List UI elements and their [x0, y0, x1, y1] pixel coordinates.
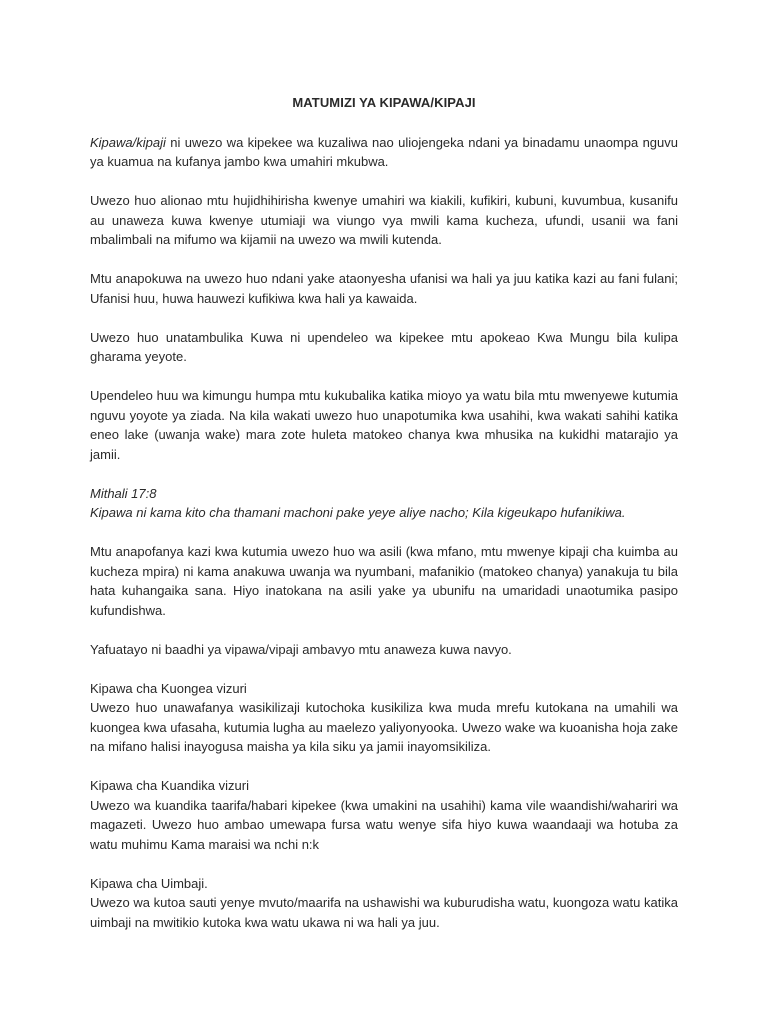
- section-speaking: [90, 679, 678, 757]
- section-heading: Kipawa cha Uimbaji.: [90, 875, 208, 891]
- section-body: Uwezo wa kuandika taarifa/habari kipekee (kwa umakini na usahihi) kama vile waandishi/wahariri wa magazeti. Uwezo huo ambao umewapa fursa watu wenye sifa hiyo kuwa waandaaji wa hotuba za watu muhimu Kama maraisi wa nchi n:k: [90, 797, 678, 852]
- paragraph-1: Uwezo huo alionao mtu hujidhihirisha kwenye umahiri wa kiakili, kufikiri, kubuni, kuvumbua, kusanifu au unaweza kuwa kwenye utumiaji wa viungo vya mwili kama kucheza, ufundi, usanii wa fani mbalimbali na mifumo wa kijamii na uwezo wa mwili kutenda.: [90, 193, 678, 247]
- intro-term: Kipawa/kipaji: [90, 134, 166, 150]
- intro-text: ni uwezo wa kipekee wa kuzaliwa nao uliojengeka ndani ya binadamu unaompa nguvu ya kuamua na kufanya jambo kwa umahiri mkubwa.: [90, 134, 678, 169]
- section-body: Uwezo huo unawafanya wasikilizaji kutochoka kusikiliza kwa muda mrefu kutokana na umahili wa kuongea kwa ufasaha, kutumia lugha au maelezo yaliyonyooka. Uwezo wake wa kuoanisha hoja zake na mifano halisi inayogusa maisha ya kila siku ya jamii inayomsikiliza.: [90, 700, 678, 754]
- section-body: Uwezo wa kutoa sauti yenye mvuto/maarifa na ushawishi wa kuburudisha watu, kuongoza watu katika uimbaji na mwitikio kutoka kwa watu ukawa ni wa hali ya juu.: [90, 895, 678, 930]
- section-writing: [90, 776, 678, 854]
- quote-text: Kipawa ni kama kito cha thamani machoni pake yeye aliye nacho; Kila kigeukapo hufanikiwa.: [90, 505, 626, 520]
- paragraph-2: Mtu anapokuwa na uwezo huo ndani yake ataonyesha ufanisi wa hali ya juu katika kazi au fani fulani; Ufanisi huu, huwa hauwezi kufikiwa kwa hali ya kawaida.: [90, 271, 678, 306]
- quote-reference: Mithali 17:8: [90, 485, 157, 501]
- paragraph-3: Uwezo huo unatambulika Kuwa ni upendeleo wa kipekee mtu apokeao Kwa Mungu bila kulipa gharama yeyote.: [90, 329, 678, 364]
- page-title: MATUMIZI YA KIPAWA/KIPAJI: [292, 95, 476, 110]
- bible-quote: [90, 484, 678, 523]
- list-intro: Yafuatayo ni baadhi ya vipawa/vipaji ambavyo mtu anaweza kuwa navyo.: [90, 641, 512, 657]
- section-singing: [90, 874, 678, 933]
- paragraph-5: Mtu anapofanya kazi kwa kutumia uwezo huo wa asili (kwa mfano, mtu mwenye kipaji cha kuimba au kucheza mpira) ni kama anakuwa uwanja wa nyumbani, mafanikio (matokeo chanya) yanakuja tu bila hata kuhangaika sana. Hiyo inatokana na asili yake ya ubunifu na umaridadi unaotumika pasipo kufundishwa.: [90, 544, 678, 618]
- section-heading: Kipawa cha Kuongea vizuri: [90, 680, 247, 696]
- intro-paragraph: [90, 133, 678, 172]
- section-heading: Kipawa cha Kuandika vizuri: [90, 778, 249, 793]
- paragraph-4: Upendeleo huu wa kimungu humpa mtu kukubalika katika mioyo ya watu bila mtu mwenyewe kutumia nguvu yoyote ya ziada. Na kila wakati uwezo huo unapotumika kwa usahihi, kwa wakati sahihi katika eneo lake (uwanja wake) mara zote huleta matokeo chanya kwa mhusika na kukidhi matarajio ya jamii.: [90, 388, 678, 462]
